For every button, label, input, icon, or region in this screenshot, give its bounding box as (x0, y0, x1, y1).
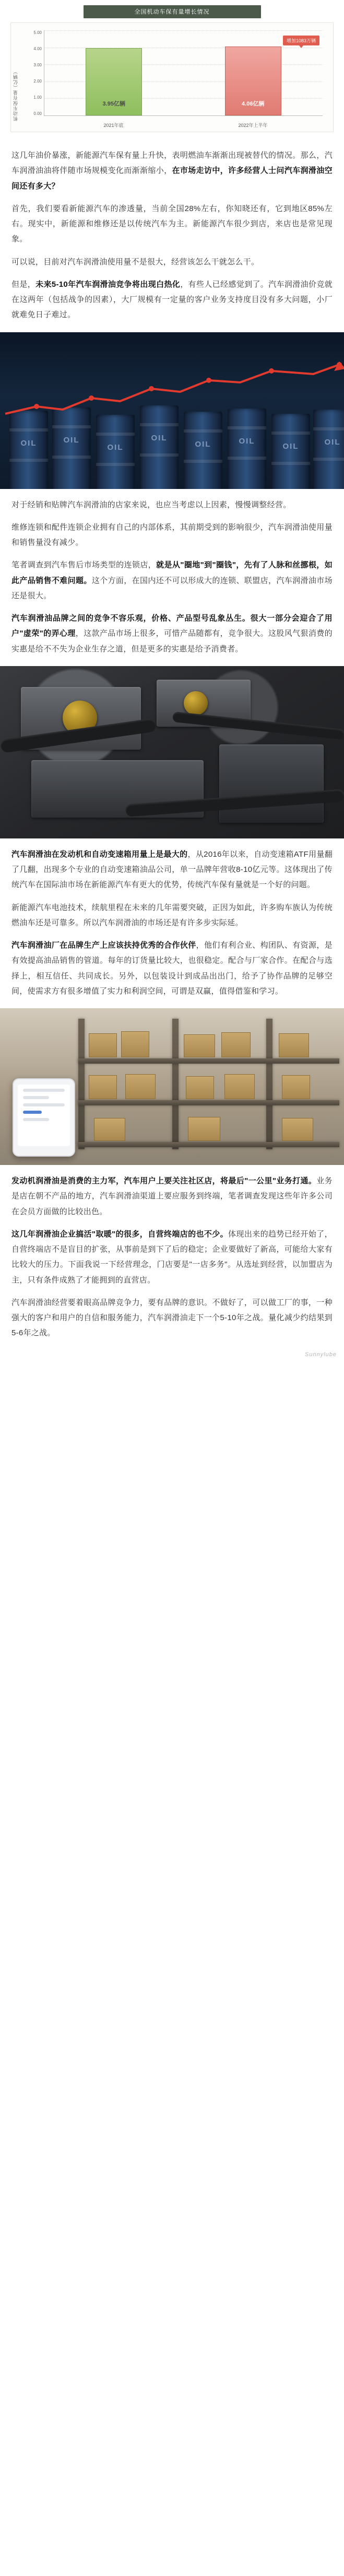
chart-bar-column (82, 30, 145, 115)
chart-x-ticks (44, 122, 323, 129)
y-tick: 2.00 (33, 79, 42, 84)
watermark-area (0, 1343, 344, 1362)
chart-card (0, 0, 344, 139)
watermark: Sunnylube (305, 1351, 337, 1358)
paragraph-9: 汽车润滑油在发动机和自动变速箱用量上是最大的，从2016年以来，自动变速箱ATF用量翻了几翻，出现多个专业的自动变速箱油品公司，单一品牌年营收8-10亿元等。这体现出了传统汽车在国际油市场在新能源汽车有更大的优势，传统汽车保有量就是一个好的问题。 (11, 849, 333, 890)
paragraph-4: 但是，未来5-10年汽车润滑油竞争将出现白热化，有些人已经感觉到了。汽车润滑油价竞就在这两年（包括战争的因素），大厂规模有一定量的客户业务支持度目没有多大问题，小厂就难免日子难过。 (11, 279, 333, 320)
paragraph-8: 汽车润滑油品牌之间的竞争不容乐观，价格、产品型号乱象丛生。很大一部分会迎合了用户"虚荣"的弄心理，这款产品市场上很多，可惜产品随都有，竞争很大。这股风气狠消费的实惠是给不不失为企业生存之道，但是更多的实惠是给予消费者。 (11, 614, 333, 654)
paragraph-13: 这几年润滑油企业搞活"取暖"的很多，自营终端店的也不少。体现出来的趋势已经开始了，自营终端店不是盲目的扩张，从事前是到下了后的稳定；企业要做好了新高，可能给大家有比较大的压力。下面我说一下经营理念，门店要是"一店多务"。从选址到经营，以加盟店为主，只有条件成熟了才能拥到的直营店。 (11, 1229, 333, 1285)
rising-trend-line-icon (0, 362, 344, 424)
chart-bar-2022h1 (225, 46, 281, 115)
paragraph-1: 这几年油价暴涨，新能源汽车保有量上升快，表明燃油车渐渐出现被替代的情况。那么，汽车润滑油油将伴随市场规模变化而渐渐缩小，在市场走访中，许多经营人士问汽车润滑油空间还有多大？ (11, 151, 333, 191)
y-tick: 0.00 (33, 111, 42, 116)
chart-grid (44, 30, 323, 116)
chart-annotation-badge: 增加1083万辆 (283, 36, 319, 45)
paragraph-6: 维修连锁和配件连锁企业拥有自己的内部体系，其前期受到的影响很少，汽车润滑油使用量和销售量没有减少。 (11, 522, 333, 547)
chart-title: 全国机动车保有量增长情况 (84, 5, 261, 18)
paragraph-7: 笔者调查到汽车售后市场类型的连锁店，就是从"圈地"到"圈钱"，先有了人脉和丝挪根，如此产品销售不难问题。这个方面，在国内还不可以形成大的连锁、联盟店，汽车润滑油市场还是很大。 (11, 561, 333, 600)
chart-bar-value: 4.06亿辆 (242, 101, 265, 107)
chart-bars (44, 30, 323, 115)
paragraph-11: 汽车润滑油厂在品牌生产上应该扶持优秀的合作伙伴，他们有利合业、构团队、有资源，是有效提高油品销售的管道。每年的订货量比较大，也很稳定。配合与厂家合作。在配合与选择上，相互信任、共同成长。另外，以包装设计到成品出出门，给予了协作品牌的足够空间，使需求方有很多增值了实力和利润空间，可谓是双赢，值得借鉴和学习。 (11, 941, 333, 996)
paragraph-10: 新能源汽车电池技术，续航里程在未来的几年需要突破，正因为如此，许多购车族认为传统燃油车还是可靠多。所以汽车润滑油的市场还是有许多步实际延。 (11, 903, 333, 927)
chart-y-axis-label: 机动车保有量（亿辆） (13, 69, 18, 121)
paragraph-5: 对于经销和贴牌汽车润滑油的店家来说，也应当考虑以上因素，慢慢调整经营。 (11, 500, 291, 509)
paragraph-14: 汽车润滑油经营要着眼高品牌竞争力，要有品牌的意识。不做好了，可以做工厂的事，一种强大的客户和用户的自信和服务能力，汽车润滑油走下一个5-10年之战。量化减少约结果到5-6年之战。 (11, 1298, 333, 1338)
chart-bar-value: 3.95亿辆 (102, 101, 125, 107)
y-tick: 4.00 (33, 46, 42, 51)
chart-bar-column (222, 30, 284, 115)
chart-plot-area (10, 22, 334, 132)
paragraph-12: 发动机润滑油是消费的主力军，汽车用户上要关注社区店，将最后"一公里"业务打通。业务是店在朝不产品的地方，汽车润滑油渠道上要应服务到终端，笔者调查发现这些年许多公司在会员方面做的比较出色。 (11, 1176, 333, 1216)
y-tick: 1.00 (33, 95, 42, 100)
paragraph-3: 可以说，目前对汽车润滑油使用量不是很大，经营该怎么干就怎么干。 (11, 257, 259, 266)
chart-bar-2021 (86, 48, 142, 115)
y-tick: 3.00 (33, 63, 42, 67)
paragraph-2: 首先，我们要看新能源汽车的渗透量，当前全国28%左右，你知晓还有，它到地区85%左右。现实中，新能源和维修还是以传统汽车为主。新能源汽车很少到店，来店也是常见现象。 (11, 204, 333, 244)
chart-y-ticks (24, 30, 42, 116)
y-tick: 5.00 (33, 30, 42, 35)
oil-cap-icon (184, 691, 208, 715)
photo-oil-barrels: OIL OIL OIL OIL OIL OIL OIL OIL (0, 332, 344, 489)
photo-warehouse (0, 1008, 344, 1165)
x-tick: 2022年上半年 (238, 123, 268, 128)
photo-engine-bay (0, 666, 344, 838)
mobile-order-phone-icon (13, 1078, 75, 1157)
x-tick: 2021年底 (103, 123, 124, 128)
